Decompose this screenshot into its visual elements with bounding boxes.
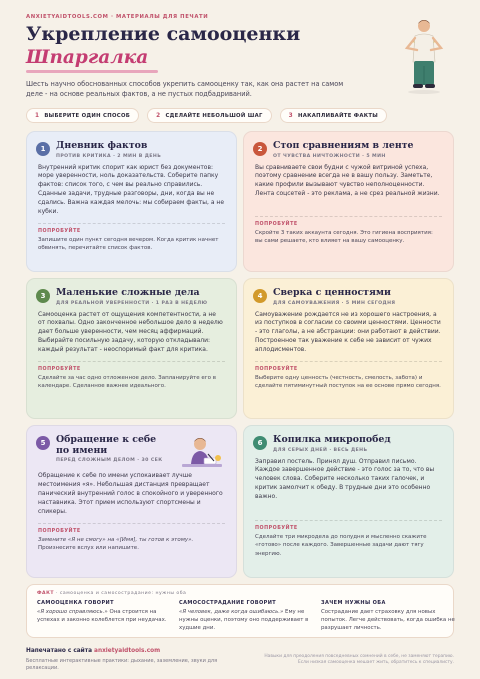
try-text: Выберите одну ценность (честность, смелость, забота) и сделайте пятиминутный поступок на ее основе прямо сегодня.: [255, 375, 441, 390]
try-text-tail: Произнесите вслух или напишите.: [38, 544, 139, 551]
card-number-badge: 5: [36, 436, 50, 450]
fact-column-text: Сострадание дает страховку для новых попыток. Легче действовать, когда ошибка не разрушает личность.: [321, 609, 455, 631]
try-text: Скройте 3 таких аккаунта сегодня. Это гигиена восприятия: вы сами решаете, кто влияет на вашу самооценку.: [255, 230, 433, 245]
subtitle-underline: [26, 70, 158, 73]
card-subtitle: ДЛЯ РЕАЛЬНОЙ УВЕРЕННОСТИ · 1 РАЗ В НЕДЕЛЮ: [56, 300, 208, 306]
try-text: Запишите один пункт сегодня вечером. Когда критик начнет обвинять, перечитайте список фактов.: [38, 236, 219, 252]
footer-site-link[interactable]: anxietyaidtools.com: [94, 648, 161, 654]
try-label: ПОПРОБУЙТЕ: [255, 222, 298, 228]
page-subtitle: Шпаргалка: [26, 47, 149, 68]
fact-column-text: [179, 608, 313, 632]
step-2[interactable]: [147, 108, 272, 123]
card-number-badge: 1: [36, 142, 50, 156]
try-label: ПОПРОБУЙТЕ: [38, 228, 81, 234]
person-illustration-icon: [393, 14, 453, 100]
card-subtitle: ОТ ЧУВСТВА НИЧТОЖНОСТИ · 5 МИН: [273, 153, 386, 159]
fact-column-why-both: [321, 600, 455, 632]
card-number-badge: 4: [253, 289, 267, 303]
fact-column-text: [37, 608, 171, 624]
step-1[interactable]: [26, 108, 139, 123]
step-number: 2: [156, 112, 161, 119]
card-subtitle: ПЕРЕД СЛОЖНЫМ ДЕЛОМ · 30 СЕК: [56, 458, 163, 463]
card-values-check: [243, 278, 454, 419]
try-label: ПОПРОБУЙТЕ: [38, 528, 81, 534]
card-body: Самооценка растет от ощущения компетентности, а не от похвалы. Одно законченное небольшое дело в неделю дает больше уверенности, чем месяц аффирмаций. Выбирайте посильную задачу, которую откладывали: каждый результат - неоспоримый факт для критика.: [38, 310, 223, 354]
footer-printed-label: Напечатано с сайта: [26, 648, 95, 654]
try-example: Замените «Я не смогу» на «[Имя], ты готов к этому».: [38, 536, 194, 543]
try-label: ПОПРОБУЙТЕ: [255, 526, 298, 532]
step-label: НАКАПЛИВАЙТЕ ФАКТЫ: [298, 112, 379, 119]
fact-heading-text: · самооценка и самосострадание: нужны оба: [54, 591, 187, 596]
fact-text: Ему не нужны оценки, поэтому оно поддерживает в худшие дни.: [179, 609, 309, 631]
fact-quote: «Я человек, даже когда ошибаюсь.»: [179, 609, 284, 615]
card-self-naming: [26, 425, 237, 578]
card-body: Внутренний критик спорит как юрист без документов: море уверенности, ноль доказательств. Соберите папку фактов: список того, с чем вы реально справились. Сданные задачи, трудные разговоры, дни, когда вы не сдались. Важна каждая мелочь: мы собираем факты, а не кубки.: [38, 163, 225, 216]
fact-quote: «Я хорошо справляюсь.»: [37, 609, 108, 615]
footer-disclaimer: Навыки для преодоления повседневных сомнений в себе, не заменяют терапию. Если низкая самооценка мешает жить, обратитесь к специалисту.: [264, 654, 454, 666]
card-title: Стоп сравнениям в ленте: [273, 140, 414, 151]
card-number-badge: 6: [253, 436, 267, 450]
footer: [26, 648, 454, 671]
fact-column-self-esteem: [37, 600, 171, 624]
try-text: Сделайте три микродела до полудня и мысленно скажите «готово» после каждого. Завершенные задачи дают тягу энергию.: [255, 534, 427, 557]
card-title: Копилка микропобед: [273, 434, 391, 445]
step-number: 1: [35, 112, 40, 119]
card-body: Обращение к себе по имени успокаивает лучше местоимения «я». Небольшая дистанция превращает панический внутренний голос в спокойного и уверенного наставника. Этот прием используют спортсмены и спикеры.: [38, 472, 223, 515]
card-micro-wins: [243, 425, 454, 578]
card-number-badge: 3: [36, 289, 50, 303]
card-stop-comparison: [243, 131, 454, 272]
card-body: Заправил постель. Принял душ. Отправил письмо. Каждое завершенное действие - это голос за то, что вы человек слова. Соберите несколько таких галочек, и критик замолчит к обеду. В трудные дни это особенно важно.: [255, 457, 435, 501]
card-number-badge: 2: [253, 142, 267, 156]
try-text: Сделайте за час одно отложенное дело. Запланируйте его в календаре. Сделанное важнее идеального.: [38, 375, 217, 390]
card-title: Сверка с ценностями: [273, 287, 391, 298]
brand-line[interactable]: ANXIETYAIDTOOLS.COM · МАТЕРИАЛЫ ДЛЯ ПЕЧАТИ: [26, 14, 209, 20]
card-body: Самоуважение рождается не из хорошего настроения, а из поступков в согласии со своими ценностями. Ценности - это глаголы, а не абстракции: они работают в действии. Построенное так уважение к себе не зависит от чужих аплодисментов.: [255, 310, 441, 354]
step-number: 3: [288, 112, 293, 119]
try-label: ПОПРОБУЙТЕ: [38, 367, 81, 373]
card-subtitle: ДЛЯ САМОУВАЖЕНИЯ · 5 МИН СЕГОДНЯ: [273, 300, 396, 306]
try-text: [27, 534, 236, 553]
card-title: Маленькие сложные дела: [56, 287, 200, 298]
fact-column-self-compassion: [179, 600, 313, 632]
fact-text: Она строится на успехах и законно колеблется при неудачах.: [37, 609, 167, 623]
step-label: ВЫБЕРИТЕ ОДИН СПОСОБ: [44, 112, 131, 119]
fact-box: [26, 584, 454, 638]
card-small-hard-tasks: [26, 278, 237, 419]
step-3[interactable]: [280, 108, 387, 123]
fact-heading: [37, 591, 186, 596]
steps-bar: [26, 108, 387, 123]
card-subtitle: ПРОТИВ КРИТИКА · 2 МИН В ДЕНЬ: [56, 153, 162, 159]
card-title: Дневник фактов: [56, 140, 148, 151]
page-title: Укрепление самооценки: [26, 23, 301, 45]
card-subtitle: ДЛЯ СЕРЫХ ДНЕЙ · ВЕСЬ ДЕНЬ: [273, 447, 368, 453]
fact-column-title: САМОСОСТРАДАНИЕ ГОВОРИТ: [179, 600, 277, 606]
fact-column-title: САМООЦЕНКА ГОВОРИТ: [37, 600, 114, 606]
intro-text: Шесть научно обоснованных способов укрепить самооценку так, как она растет на самом деле - на основе реальных фактов, а не пустых подбадриваний.: [26, 80, 344, 99]
card-body: Вы сравниваете свои будни с чужой витриной успеха, поэтому сравнение всегда не в вашу пользу. Заметьте, какие профили вызывают чувство неполноценности. Лента соцсетей - это реклама, а не срез реальной жизни.: [255, 163, 440, 198]
card-title: Обращение к себе по имени: [56, 434, 157, 456]
card-fact-journal: [26, 131, 237, 272]
writing-person-icon: [178, 434, 226, 474]
fact-column-title: ЗАЧЕМ НУЖНЫ ОБА: [321, 600, 386, 606]
footer-description: Бесплатные интерактивные практики: дыхание, заземление, звуки для релаксации.: [26, 658, 218, 671]
try-label: ПОПРОБУЙТЕ: [255, 367, 298, 373]
fact-label: ФАКТ: [37, 591, 54, 596]
step-label: СДЕЛАЙТЕ НЕБОЛЬШОЙ ШАГ: [165, 112, 263, 119]
